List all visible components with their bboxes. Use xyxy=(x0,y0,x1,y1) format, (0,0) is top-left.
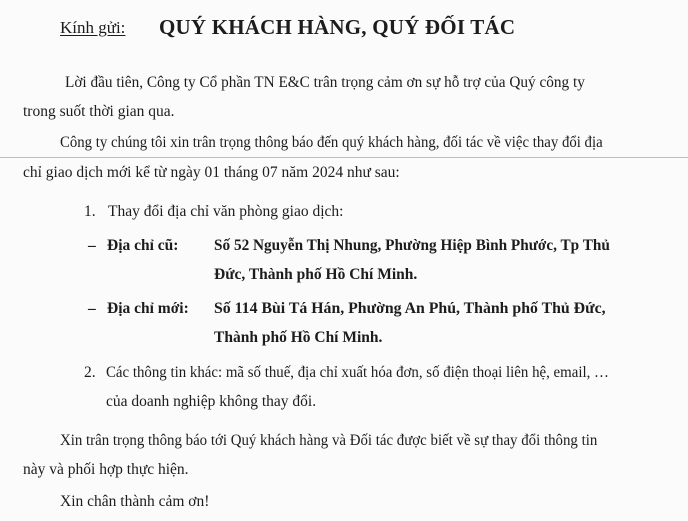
new-address-label: Địa chỉ mới: xyxy=(107,300,189,317)
salutation-recipient: QUÝ KHÁCH HÀNG, QUÝ ĐỐI TÁC xyxy=(159,15,516,39)
list-item-2-line-1: Các thông tin khác: mã số thuế, địa chỉ xuất hóa đơn, số điện thoại liên hệ, email, … xyxy=(106,364,609,381)
list-item-2-line-2: của doanh nghiệp không thay đổi. xyxy=(106,393,317,410)
old-address-line-2: Đức, Thành phố Hồ Chí Minh. xyxy=(214,266,418,283)
new-address-line-2: Thành phố Hồ Chí Minh. xyxy=(214,329,383,346)
new-address-bullet: – xyxy=(88,300,96,317)
closing-thanks: Xin chân thành cảm ơn! xyxy=(60,493,210,510)
closing-line-1: Xin trân trọng thông báo tới Quý khách hàng và Đối tác được biết về sự thay đổi thông tin xyxy=(60,432,598,449)
list-item-1-text: Thay đổi địa chỉ văn phòng giao dịch: xyxy=(108,203,344,220)
salutation xyxy=(60,15,516,39)
old-address-label: Địa chỉ cũ: xyxy=(107,237,179,254)
closing-line-2: này và phối hợp thực hiện. xyxy=(23,461,189,478)
list-item-1-number: 1. xyxy=(84,203,96,220)
old-address-bullet: – xyxy=(88,237,96,254)
notice-paragraph-line-1: Công ty chúng tôi xin trân trọng thông báo đến quý khách hàng, đối tác về việc thay đổi địa xyxy=(60,134,603,151)
intro-paragraph-line-2: trong suốt thời gian qua. xyxy=(23,103,175,120)
new-address-line-1: Số 114 Bùi Tá Hán, Phường An Phú, Thành phố Thủ Đức, xyxy=(214,300,606,317)
old-address-line-1: Số 52 Nguyễn Thị Nhung, Phường Hiệp Bình Phước, Tp Thủ xyxy=(214,237,610,254)
list-item-2-number: 2. xyxy=(84,364,96,381)
page-guide-line xyxy=(0,157,688,158)
salutation-label: Kính gửi: xyxy=(60,18,126,37)
notice-paragraph-line-2: chỉ giao dịch mới kể từ ngày 01 tháng 07 năm 2024 như sau: xyxy=(23,164,400,181)
intro-paragraph-line-1: Lời đầu tiên, Công ty Cổ phần TN E&C trân trọng cảm ơn sự hỗ trợ của Quý công ty xyxy=(65,74,585,91)
